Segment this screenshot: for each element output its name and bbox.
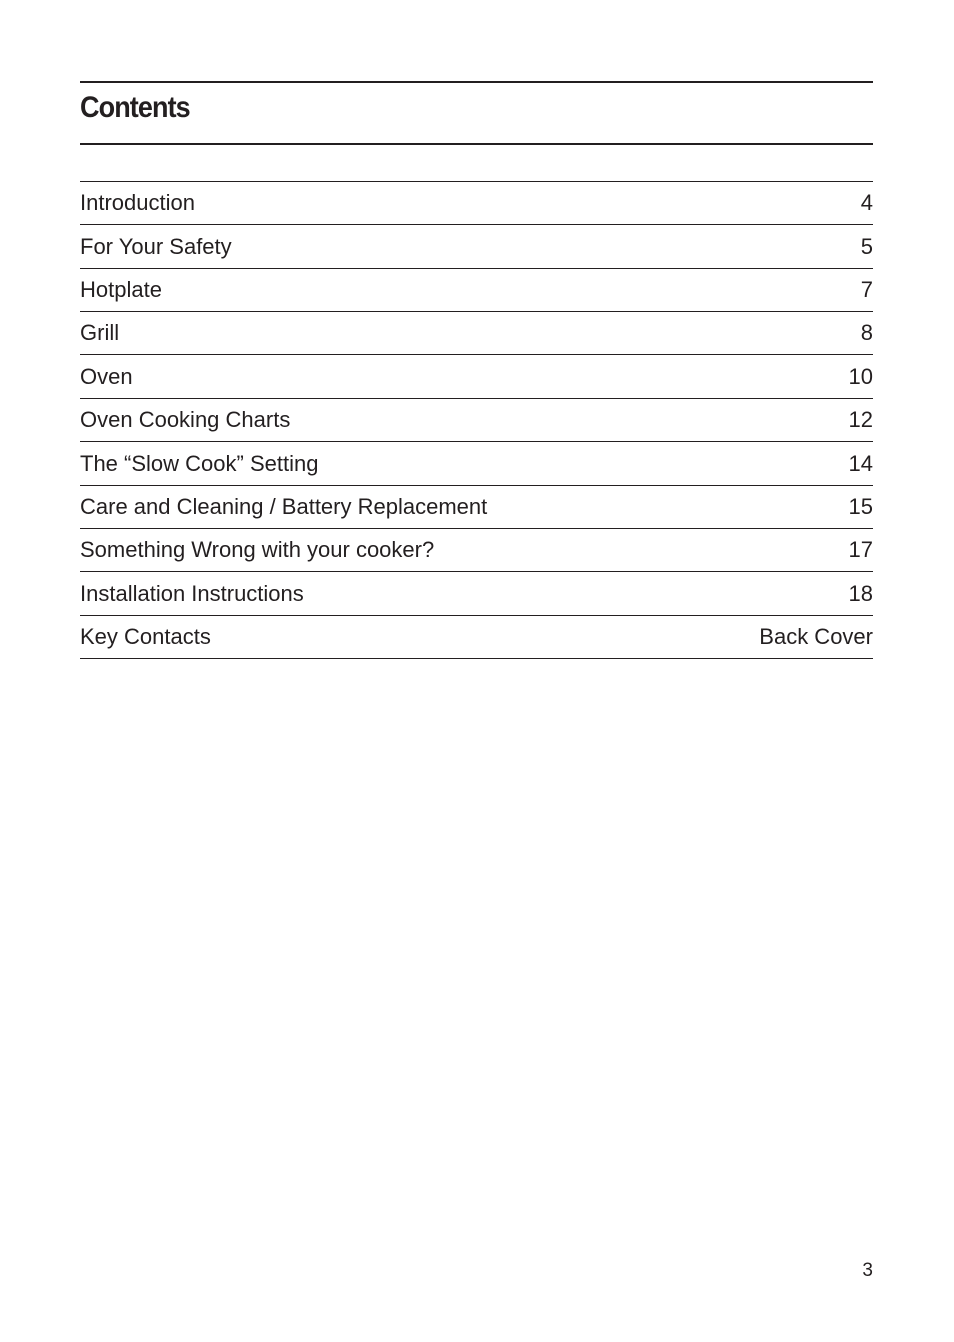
page-title: Contents [80, 91, 190, 124]
toc-entry-label: Oven Cooking Charts [80, 407, 291, 432]
toc-entry-page: 12 [848, 407, 873, 432]
toc-entry-label: Care and Cleaning / Battery Replacement [80, 494, 488, 519]
toc-entry-hotplate[interactable] [80, 269, 873, 312]
toc-entry-something-wrong[interactable] [80, 529, 873, 572]
toc-entry-label: Something Wrong with your cooker? [80, 537, 435, 562]
toc-entry-page: 10 [848, 363, 873, 389]
toc-entry-grill[interactable] [80, 312, 873, 355]
toc-entry-page: 18 [848, 580, 873, 606]
page-number: 3 [862, 1260, 873, 1281]
title-top-rule [80, 81, 873, 83]
toc-entry-page: 7 [860, 277, 873, 302]
toc-entry-for-your-safety[interactable] [80, 225, 873, 269]
toc-entry-page: Back Cover [759, 624, 873, 649]
toc-entry-label: Key Contacts [80, 624, 211, 649]
toc-entry-label: Introduction [80, 190, 195, 215]
toc-entry-label: Hotplate [80, 277, 162, 302]
toc-entry-page: 5 [860, 233, 873, 259]
toc-entry-label: The “Slow Cook” Setting [80, 450, 319, 476]
toc-entry-page: 8 [860, 320, 873, 345]
title-bottom-rule [80, 143, 873, 145]
toc-entry-label: Oven [80, 363, 133, 389]
toc-entry-label: Installation Instructions [80, 580, 304, 606]
toc-entry-page: 17 [848, 537, 873, 562]
toc-entry-introduction[interactable] [80, 182, 873, 225]
toc-entry-page: 4 [860, 190, 873, 215]
toc-entry-slow-cook-setting[interactable] [80, 442, 873, 486]
toc-entry-label: Grill [80, 320, 120, 345]
toc-entry-oven[interactable] [80, 355, 873, 399]
toc-entry-label: For Your Safety [80, 233, 232, 259]
toc-entry-page: 15 [848, 494, 873, 519]
table-of-contents [80, 181, 873, 659]
toc-entry-care-and-cleaning[interactable] [80, 486, 873, 529]
toc-entry-page: 14 [848, 450, 873, 476]
toc-entry-oven-cooking-charts[interactable] [80, 399, 873, 442]
toc-entry-installation-instructions[interactable] [80, 572, 873, 616]
toc-entry-key-contacts[interactable] [80, 616, 873, 659]
